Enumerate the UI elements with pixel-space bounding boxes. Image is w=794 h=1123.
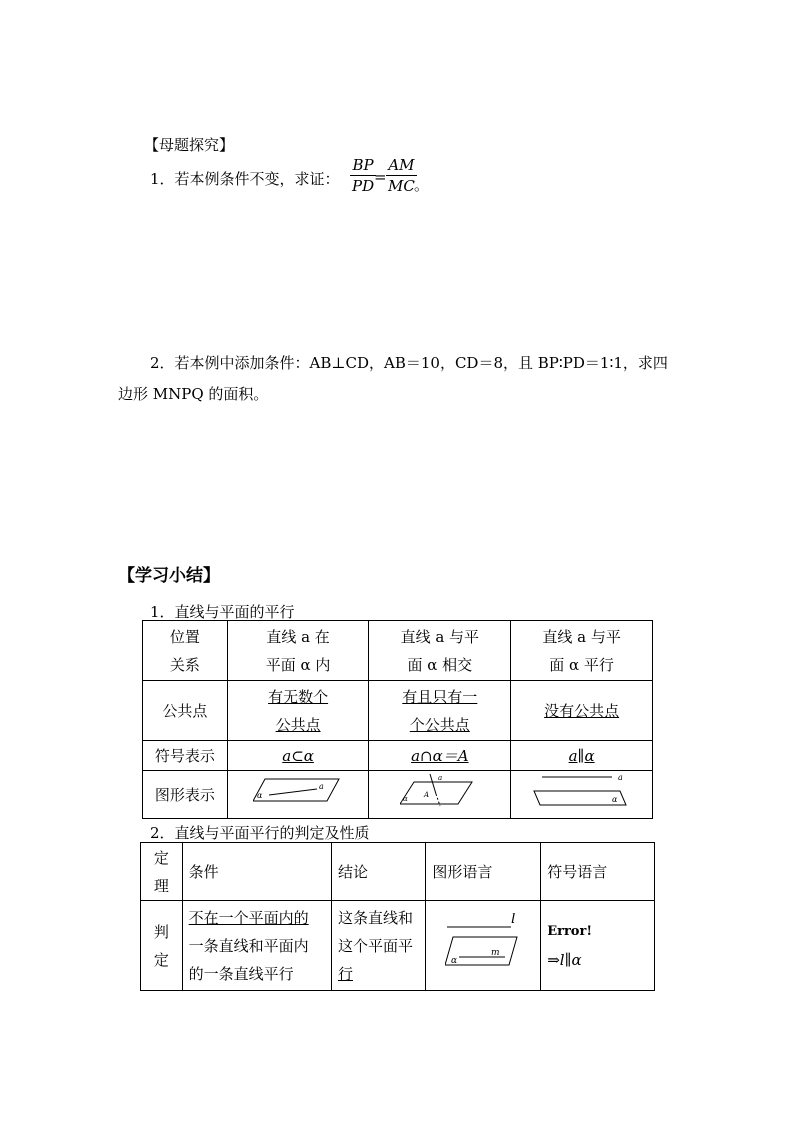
parallel-criterion-diagram [445,913,521,969]
table-cell: 符号表示 [143,741,228,771]
fraction-denominator: MC [388,177,415,195]
question-2-line2: 边形 MNPQ 的面积。 [118,385,269,403]
table-cell: 没有公共点 [511,681,653,741]
line-plane-table [142,620,653,819]
table-cell: a∩α＝A [369,741,511,771]
conclusion-line: 这条直线和 [337,908,413,927]
equals-sign: = [374,168,387,186]
table-cell: 直线 a 与平 面 α 平行 [511,621,653,681]
condition-line: 的一条直线平行 [188,964,294,983]
section-heading-summary: 【学习小结】 [118,566,220,586]
svg-text:a: a [437,774,442,782]
question-1-text: 1．若本例条件不变，求证： [150,170,340,188]
table-header-cell: 图形语言 [426,843,541,901]
fraction-denominator: PD [352,177,375,195]
table-cell: a∥α [511,741,653,771]
fraction-bp-pd [350,156,376,195]
table-header-cell: 结论 [331,843,425,901]
fraction-numerator: BP [352,156,374,174]
table-cell: 直线 a 与平 面 α 相交 [369,621,511,681]
svg-text:α: α [451,956,458,966]
table-cell: 有无数个 公共点 [227,681,369,741]
parallel-theorem-table [140,842,655,991]
line-in-plane-diagram [253,775,343,805]
line-parallel-plane-diagram [532,771,632,809]
figure-line-intersect-plane [369,771,511,819]
table1-title: 1．直线与平面的平行 [150,603,295,621]
question-2-line1: 2．若本例中添加条件：AB⊥CD，AB＝10，CD＝8，且 BP∶PD＝1∶1，求四 [150,354,668,372]
table-row [143,771,653,819]
figure-line-parallel-plane [511,771,653,819]
table-cell: 位置 关系 [143,621,228,681]
line-intersect-plane-diagram [400,772,480,808]
fraction-am-mc [386,156,417,195]
table-header-cell: 定 理 [141,843,183,901]
svg-text:l: l [511,913,516,927]
table-row [141,843,655,901]
figure-line-in-plane [227,771,369,819]
symbol-cell [541,901,655,991]
table-cell: 有且只有一 个公共点 [369,681,511,741]
table2-title: 2．直线与平面平行的判定及性质 [150,824,370,842]
table-cell: a⊂α [227,741,369,771]
table-row [143,741,653,771]
conclusion-line: 这个平面平 [337,936,413,955]
condition-line: 一条直线和平面内 [188,936,309,955]
symbol-error-text: Error! [547,923,593,939]
period-mark: 。 [414,176,430,194]
fraction-numerator: AM [388,156,415,174]
svg-text:a: a [319,782,324,791]
section-heading-exploration: 【母题探究】 [144,136,235,154]
condition-line: 不在一个平面内的 [188,908,309,927]
conclusion-line: 行 [337,964,353,983]
svg-text:A: A [423,791,429,799]
table-cell: 公共点 [143,681,228,741]
svg-text:α: α [257,791,263,800]
condition-cell [182,901,331,991]
table-header-cell: 符号语言 [541,843,655,901]
svg-text:α: α [402,795,408,803]
table-row [143,681,653,741]
table-row [141,901,655,991]
table-header-cell: 条件 [182,843,331,901]
svg-text:α: α [611,795,617,804]
table-row [143,621,653,681]
symbol-result: ⇒l∥α [547,950,582,969]
table-cell: 图形表示 [143,771,228,819]
svg-text:a: a [617,773,623,782]
svg-text:m: m [491,948,500,958]
figure-cell [426,901,541,991]
table-cell: 判 定 [141,901,183,991]
table-cell: 直线 a 在 平面 α 内 [227,621,369,681]
conclusion-cell [331,901,425,991]
